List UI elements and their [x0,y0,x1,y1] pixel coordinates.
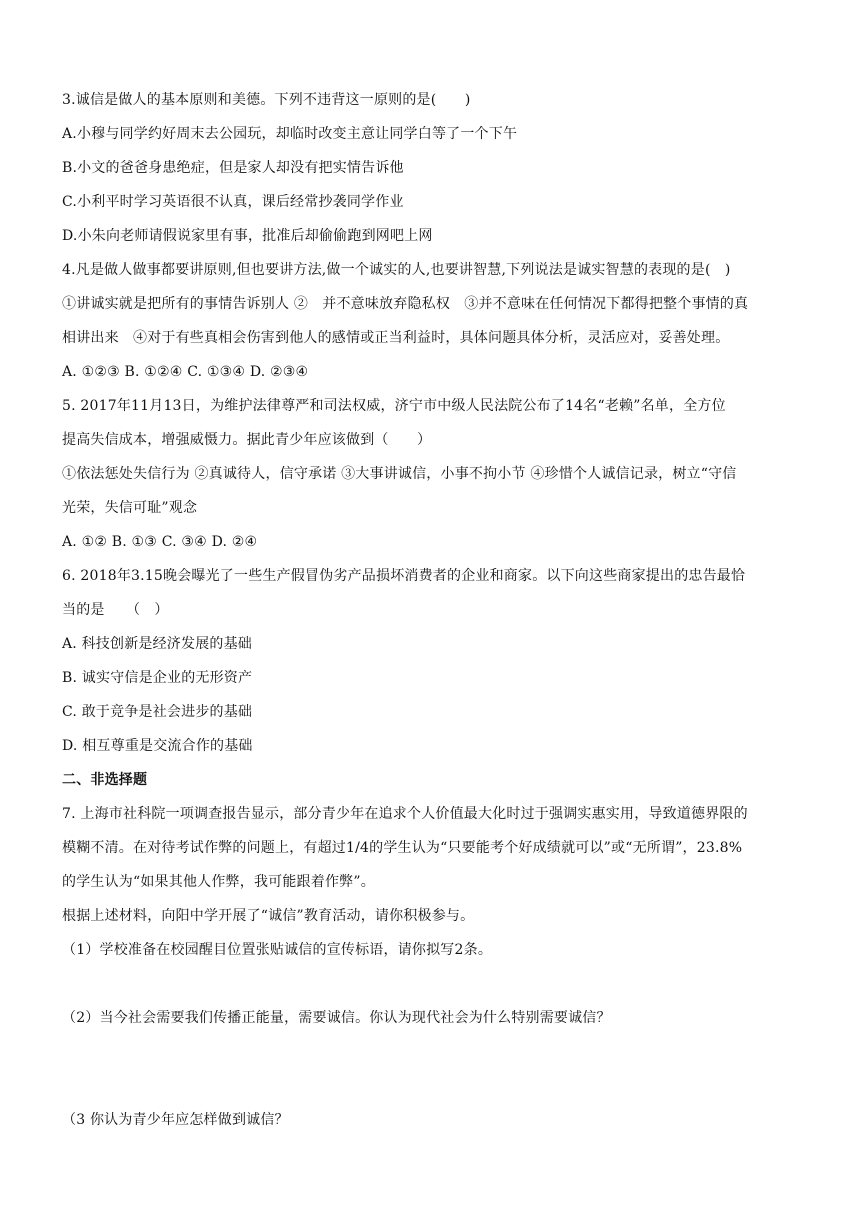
q4-options: A. ①②③ B. ①②④ C. ①③④ D. ②③④ [62,364,309,380]
q6-option-c: C. 敢于竞争是社会进步的基础 [62,704,253,720]
q5-statements-line2: 光荣，失信可耻”观念 [62,500,198,516]
q5-stem-line2: 提高失信成本，增强威慑力。据此青少年应该做到（ ） [62,432,432,448]
q3-option-a: A.小穆与同学约好周末去公园玩，却临时改变主意让同学白等了一个下午 [62,126,518,142]
q3-stem: 3.诚信是做人的基本原则和美德。下列不违背这一原则的是( ) [62,92,471,108]
q7-material-line1: 7. 上海市社科院一项调查报告显示，部分青少年在追求个人价值最大化时过于强调实惠实用，导致道德界限的 [62,806,748,822]
q5-stem-line1: 5. 2017年11月13日，为维护法律尊严和司法权威，济宁市中级人民法院公布了14名“老赖”名单，全方位 [62,398,726,414]
section-heading: 二、非选择题 [62,772,148,788]
q7-intro: 根据上述材料，向阳中学开展了“诚信”教育活动，请你积极参与。 [62,908,475,924]
q7-sub3: （3 你认为青少年应怎样做到诚信？ [62,1112,289,1128]
q6-option-b: B. 诚实守信是企业的无形资产 [62,670,253,686]
q6-option-a: A. 科技创新是经济发展的基础 [62,636,253,652]
q7-material-line2: 模糊不清。在对待考试作弊的问题上，有超过1/4的学生认为“只要能考个好成绩就可以”或“无所谓”，23.8% [62,840,743,856]
q6-option-d: D. 相互尊重是交流合作的基础 [62,738,253,754]
q3-option-b: B.小文的爸爸身患绝症，但是家人却没有把实情告诉他 [62,160,404,176]
q6-stem-line2: 当的是 （ ） [62,602,169,618]
q7-material-line3: 的学生认为“如果其他人作弊，我可能跟着作弊”。 [62,874,375,890]
q3-option-d: D.小朱向老师请假说家里有事，批准后却偷偷跑到网吧上网 [62,228,433,244]
q3-option-c: C.小利平时学习英语很不认真，课后经常抄袭同学作业 [62,194,404,210]
q7-sub1: （1）学校准备在校园醒目位置张贴诚信的宣传标语，请你拟写2条。 [62,942,493,958]
q5-options: A. ①② B. ①③ C. ③④ D. ②④ [62,534,258,550]
q4-stem: 4.凡是做人做事都要讲原则,但也要讲方法,做一个诚实的人,也要讲智慧,下列说法是诚实智慧的表现的是( ) [62,262,731,278]
q5-statements-line1: ①依法惩处失信行为 ②真诚待人，信守承诺 ③大事讲诚信，小事不拘小节 ④珍惜个人诚信记录，树立“守信 [62,466,737,482]
q4-statements-line1: ①讲诚实就是把所有的事情告诉别人 ② 并不意味放弃隐私权 ③并不意味在任何情况下都得把整个事情的真 [62,296,749,312]
q7-sub2: （2）当今社会需要我们传播正能量，需要诚信。你认为现代社会为什么特别需要诚信？ [62,1010,611,1026]
q4-statements-line2: 相讲出来 ④对于有些真相会伤害到他人的感情或正当利益时，具体问题具体分析，灵活应对，妥善处理。 [62,330,730,346]
q6-stem-line1: 6. 2018年3.15晚会曝光了一些生产假冒伪劣产品损坏消费者的企业和商家。以下向这些商家提出的忠告最恰 [62,568,746,584]
